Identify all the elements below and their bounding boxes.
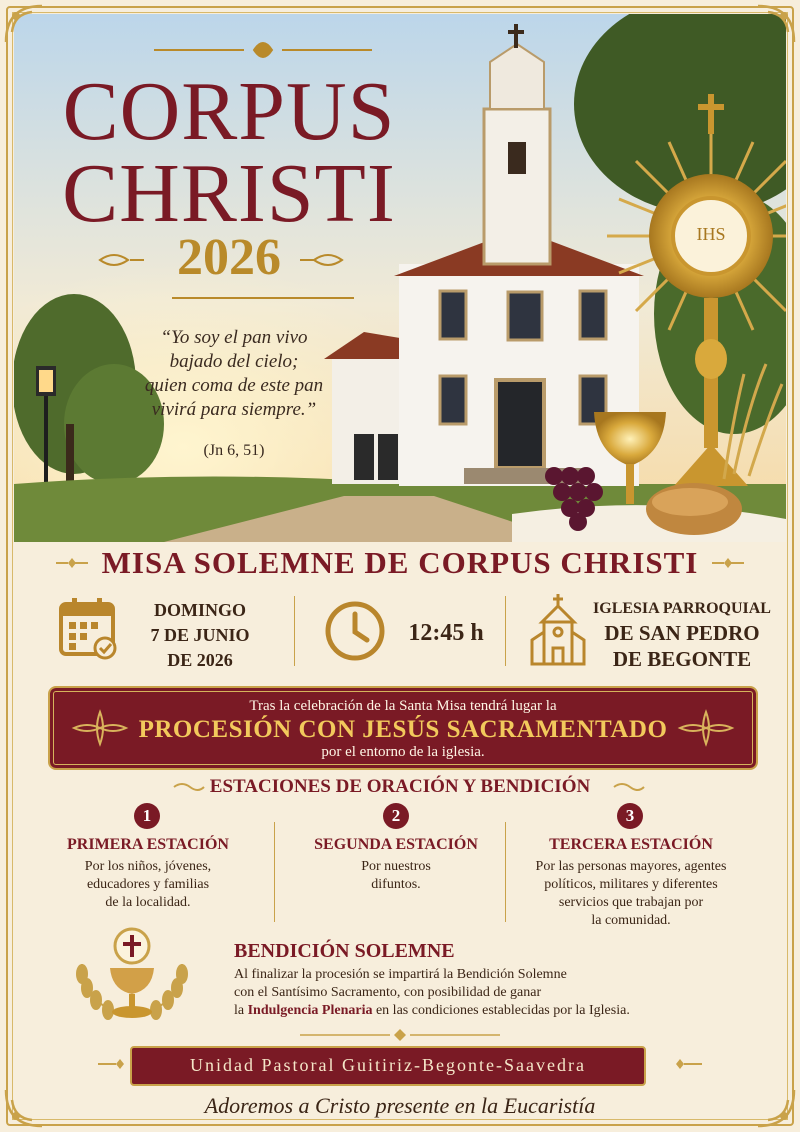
corner-ornament [2, 2, 48, 48]
station-line: políticos, militares y diferentes [544, 877, 718, 892]
blessing-text: la [234, 1003, 248, 1018]
organizer-name: Unidad Pastoral Guitiriz-Begonte-Saavedra [190, 1055, 586, 1075]
place-line: DE SAN PEDRO [604, 621, 760, 645]
station-title: SEGUNDA ESTACIÓN [314, 836, 478, 853]
station-line: difuntos. [371, 877, 421, 892]
place-line1: IGLESIA PARROQUIAL [593, 600, 771, 617]
title-line-2: CHRISTI [62, 147, 396, 240]
bible-quote [94, 326, 374, 422]
flourish-icon [674, 1057, 704, 1071]
date-line: DOMINGO [154, 600, 246, 620]
divider [274, 822, 275, 922]
station-number: 1 [134, 803, 160, 829]
blessing-line [234, 1002, 714, 1020]
station-title: PRIMERA ESTACIÓN [67, 836, 229, 853]
flourish-icon [70, 708, 130, 748]
divider [294, 596, 295, 666]
quote-line: quien coma de este pan [144, 375, 324, 396]
chalice-host-icon [62, 924, 202, 1024]
station-description [518, 858, 744, 930]
organizer-banner [130, 1046, 646, 1086]
quote-line: bajado del cielo; [169, 351, 299, 372]
event-time: 12:45 h [408, 620, 484, 646]
station-description [50, 858, 246, 912]
station-title: TERCERA ESTACIÓN [549, 836, 713, 853]
calendar-icon [58, 596, 120, 660]
church-icon [530, 592, 586, 666]
flourish-icon [676, 708, 736, 748]
event-heading: MISA SOLEMNE DE CORPUS CHRISTI [101, 545, 699, 580]
station-line: servicios que trabajan por [558, 895, 704, 910]
place-line: DE BEGONTE [612, 647, 752, 671]
blessing-heading: BENDICIÓN SOLEMNE [234, 940, 455, 962]
station-number: 2 [383, 803, 409, 829]
station-line: Por las personas mayores, agentes [535, 859, 727, 874]
blessing-line: con el Santísimo Sacramento, con posibilidad de ganar [234, 985, 542, 1000]
procession-outro: por el entorno de la iglesia. [321, 744, 485, 760]
flourish-icon [612, 781, 646, 793]
quote-line: “Yo soy el pan vivo [160, 327, 308, 348]
station-line: de la localidad. [105, 895, 191, 910]
hero-section [14, 14, 786, 542]
station-line: la comunidad. [591, 913, 671, 928]
divider [505, 822, 506, 922]
station-description [296, 858, 496, 894]
procession-intro: Tras la celebración de la Santa Misa tendrá lugar la [249, 698, 557, 714]
flourish-icon [710, 556, 746, 570]
indulgence-highlight: Indulgencia Plenaria [247, 1003, 373, 1018]
station-line: Por los niños, jóvenes, [84, 859, 212, 874]
blessing-line: Al finalizar la procesión se impartirá la Bendición Solemne [234, 967, 567, 982]
date-line: DE 2026 [167, 650, 233, 670]
clock-icon [324, 600, 386, 662]
corner-ornament [752, 1084, 798, 1130]
corner-ornament [752, 2, 798, 48]
flourish-icon [172, 781, 206, 793]
title-line-1: CORPUS [62, 65, 396, 158]
quote-line: vivirá para siempre.” [151, 399, 317, 420]
station-line: Por nuestros [361, 859, 431, 874]
divider [505, 596, 506, 666]
flourish-icon [54, 556, 90, 570]
quote-reference: (Jn 6, 51) [203, 442, 265, 459]
blessing-text: en las condiciones establecidas por la Iglesia. [372, 1003, 630, 1018]
date-line: 7 DE JUNIO [150, 625, 250, 645]
flourish-icon [300, 1028, 500, 1042]
corner-ornament [2, 1084, 48, 1130]
procession-title: PROCESIÓN CON JESÚS SACRAMENTADO [138, 716, 668, 743]
station-line: educadores y familias [86, 877, 210, 892]
year: 2026 [177, 229, 281, 286]
event-place [592, 620, 772, 672]
station-number: 3 [617, 803, 643, 829]
footer-motto: Adoremos a Cristo presente en la Eucaristía [204, 1093, 596, 1118]
procession-banner [48, 686, 758, 770]
monstrance-label: IHS [696, 224, 726, 244]
event-date [130, 598, 270, 673]
flourish-icon [96, 1057, 126, 1071]
stations-heading: ESTACIONES DE ORACIÓN Y BENDICIÓN [209, 776, 591, 797]
